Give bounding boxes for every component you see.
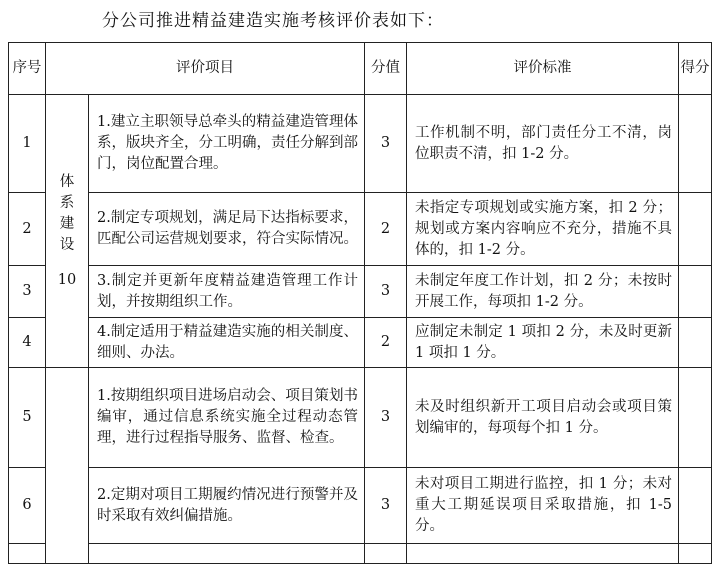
- row-seq: 4: [9, 318, 46, 368]
- row-standard: 应制定未制定 1 项扣 2 分，未及时更新 1 项扣 1 分。: [407, 318, 679, 368]
- row-seq: 2: [9, 193, 46, 266]
- header-row: [9, 43, 712, 95]
- row-standard: 未及时组织新开工项目启动会或项目策划编审的，每项每个扣 1 分。: [407, 368, 679, 468]
- category-char: 体: [59, 173, 75, 190]
- page-heading: 分公司推进精益建造实施考核评价表如下：: [102, 11, 444, 31]
- header-score: 得分: [679, 43, 712, 95]
- category-points-total: 10: [57, 271, 77, 288]
- row-standard: 未制定年度工作计划，扣 2 分；未按时开展工作，每项扣 1-2 分。: [407, 266, 679, 318]
- row-item: 4.制定适用于精益建造实施的相关制度、细则、办法。: [89, 318, 365, 368]
- row-score: [679, 318, 712, 368]
- row-score: [679, 95, 712, 193]
- category-char: 设: [59, 236, 75, 253]
- row-standard: 工作机制不明，部门责任分工不清，岗位职责不清，扣 1-2 分。: [407, 95, 679, 193]
- category-char: 建: [59, 215, 75, 232]
- category-system-building: [46, 95, 89, 368]
- row-points: 3: [365, 468, 407, 544]
- row-points: 2: [365, 318, 407, 368]
- row-score: [679, 193, 712, 266]
- row-points: 2: [365, 193, 407, 266]
- row-seq: 6: [9, 468, 46, 544]
- category-char: 系: [59, 194, 75, 211]
- table-row: [9, 318, 712, 368]
- row-points: 3: [365, 368, 407, 468]
- table-row: [9, 266, 712, 318]
- row-item: 1.按期组织项目进场启动会、项目策划书编审，通过信息系统实施全过程动态管理，进行过程指导服务、监督、检查。: [89, 368, 365, 468]
- row-item: 2.定期对项目工期履约情况进行预警并及时采取有效纠偏措施。: [89, 468, 365, 544]
- row-score: [679, 368, 712, 468]
- row-item: 2.制定专项规划，满足局下达指标要求，匹配公司运营规划要求，符合实际情况。: [89, 193, 365, 266]
- row-standard: 未指定专项规划或实施方案，扣 2 分；规划或方案内容响应不充分，措施不具体的，扣 1-2 分。: [407, 193, 679, 266]
- header-item: 评价项目: [46, 43, 365, 95]
- table-row: [9, 468, 712, 544]
- row-score: [679, 468, 712, 544]
- row-points: 3: [365, 95, 407, 193]
- evaluation-table: [8, 42, 712, 564]
- row-item: 1.建立主职领导总牵头的精益建造管理体系，版块齐全，分工明确，责任分解到部门，岗位配置合理。: [89, 95, 365, 193]
- header-seq: 序号: [9, 43, 46, 95]
- header-points: 分值: [365, 43, 407, 95]
- row-seq: 5: [9, 368, 46, 468]
- table-row: [9, 193, 712, 266]
- header-standard: 评价标准: [407, 43, 679, 95]
- row-seq: 3: [9, 266, 46, 318]
- row-seq: 1: [9, 95, 46, 193]
- row-standard: 未对项目工期进行监控，扣 1 分；未对重大工期延误项目采取措施，扣 1-5 分。: [407, 468, 679, 544]
- row-item: 3.制定并更新年度精益建造管理工作计划，并按期组织工作。: [89, 266, 365, 318]
- row-points: 3: [365, 266, 407, 318]
- row-score: [679, 266, 712, 318]
- table-row: [9, 95, 712, 193]
- table-row: [9, 368, 712, 468]
- table-row-partial: [9, 544, 712, 564]
- category-cell-empty: [46, 368, 89, 564]
